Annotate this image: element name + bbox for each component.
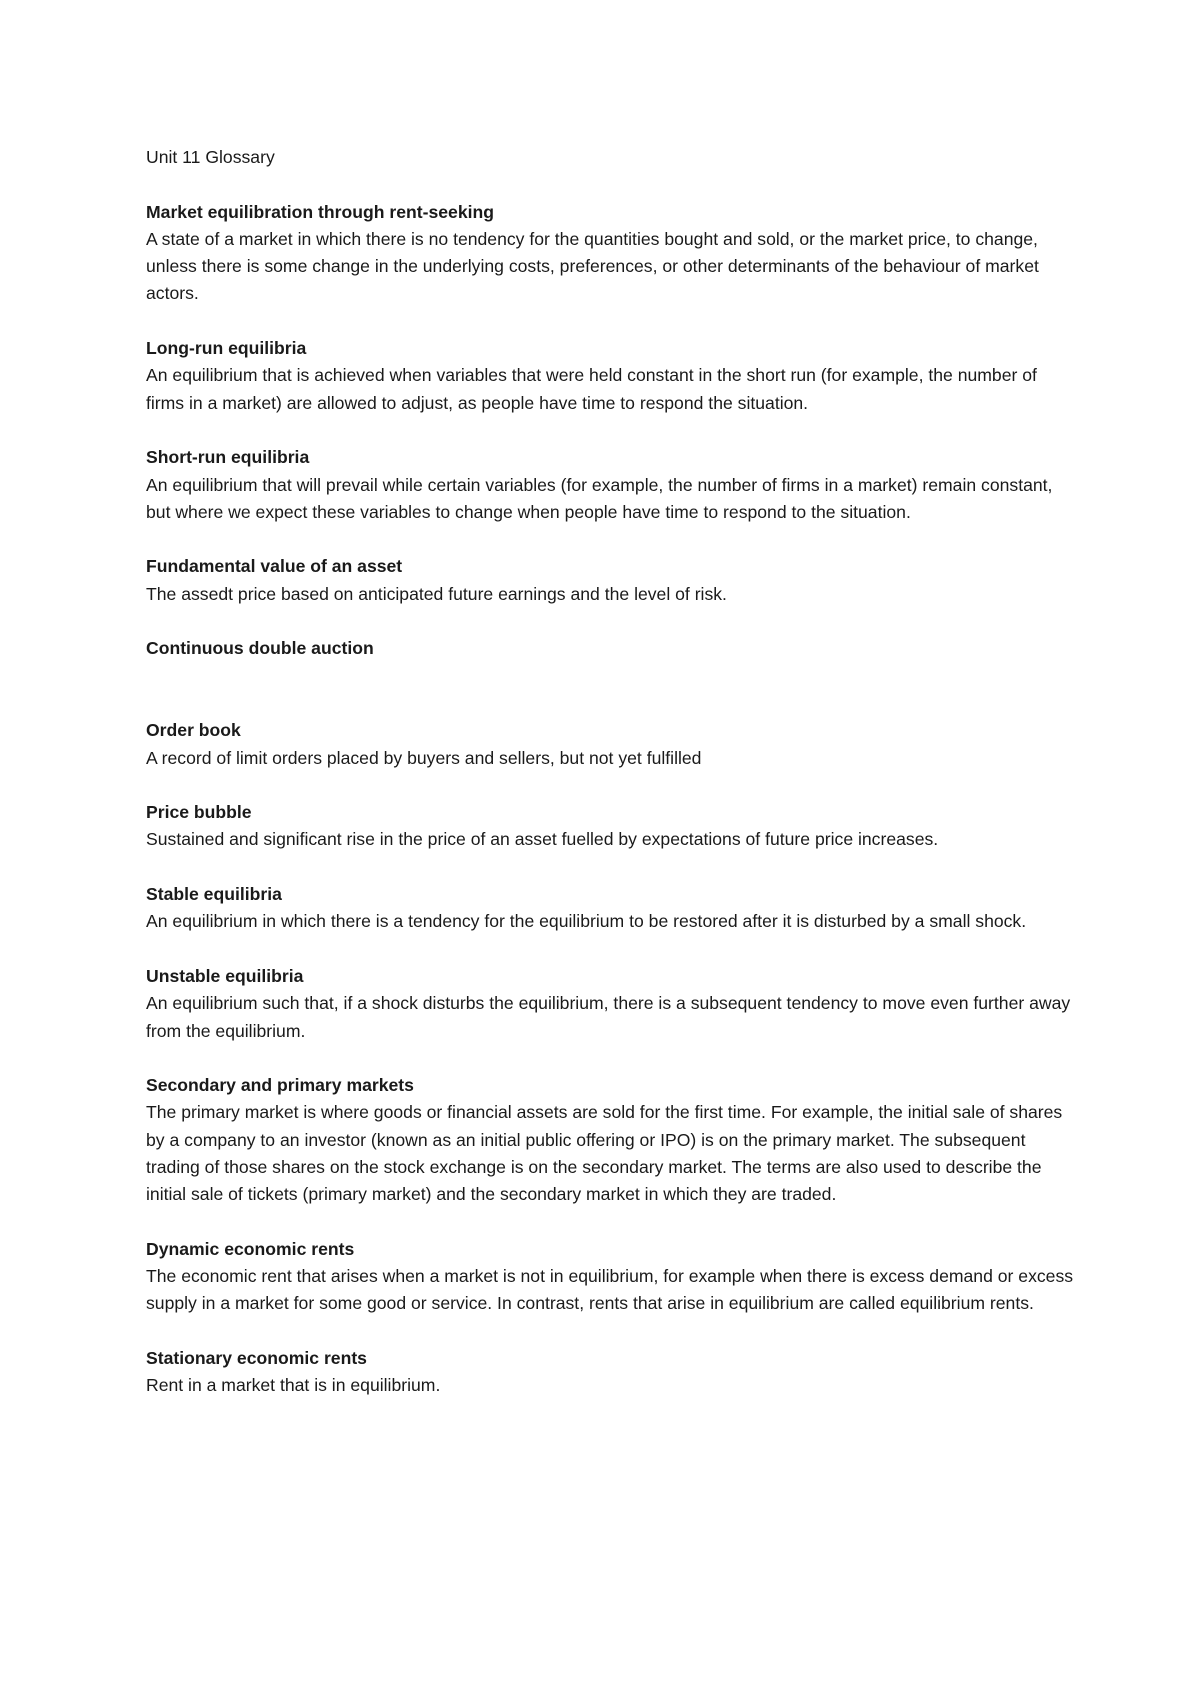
glossary-term: Secondary and primary markets	[146, 1075, 414, 1096]
glossary-term: Long-run equilibria	[146, 338, 307, 359]
glossary-definition: Rent in a market that is in equilibrium.	[146, 1375, 441, 1396]
glossary-term: Order book	[146, 720, 241, 741]
glossary-definition-empty	[146, 663, 1076, 690]
document-title: Unit 11 Glossary	[146, 147, 275, 167]
glossary-term: Continuous double auction	[146, 638, 374, 659]
glossary-entry	[146, 199, 1076, 308]
glossary-entry	[146, 963, 1076, 1045]
glossary-definition: A state of a market in which there is no tendency for the quantities bought and sold, or the market price, to change, unless there is some change in the underlying costs, preferences, or other determinants of the behaviour of market actors.	[146, 228, 1039, 304]
glossary-entry	[146, 881, 1076, 936]
glossary-definition: An equilibrium such that, if a shock disturbs the equilibrium, there is a subsequent tendency to move even further away from the equilibrium.	[146, 993, 1071, 1041]
glossary-definition: A record of limit orders placed by buyers and sellers, but not yet fulfilled	[146, 747, 702, 768]
glossary-entry	[146, 444, 1076, 526]
glossary-entry	[146, 1072, 1076, 1208]
glossary-definition: The economic rent that arises when a market is not in equilibrium, for example when there is excess demand or excess supply in a market for some good or service. In contrast, rents that arise in equilibrium are called equilibrium rents.	[146, 1266, 1074, 1314]
glossary-entry	[146, 1345, 1076, 1400]
glossary-term: Dynamic economic rents	[146, 1238, 355, 1259]
glossary-term: Market equilibration through rent-seeking	[146, 201, 495, 222]
glossary-term: Stable equilibria	[146, 884, 282, 905]
glossary-entry	[146, 717, 1076, 772]
glossary-definition: An equilibrium in which there is a tendency for the equilibrium to be restored after it is disturbed by a small shock.	[146, 911, 1027, 932]
glossary-term: Fundamental value of an asset	[146, 556, 403, 577]
glossary-entry	[146, 1236, 1076, 1318]
glossary-term: Stationary economic rents	[146, 1348, 367, 1369]
glossary-entry	[146, 553, 1076, 608]
glossary-term: Unstable equilibria	[146, 965, 304, 986]
glossary-definition: The assedt price based on anticipated future earnings and the level of risk.	[146, 583, 727, 604]
glossary-definition: Sustained and significant rise in the price of an asset fuelled by expectations of future price increases.	[146, 829, 939, 850]
glossary-entry	[146, 335, 1076, 417]
glossary-term: Short-run equilibria	[146, 447, 310, 468]
glossary-definition: An equilibrium that will prevail while certain variables (for example, the number of firms in a market) remain constant, but where we expect these variables to change when people have time to respond to the situation.	[146, 474, 1053, 522]
glossary-entry	[146, 799, 1076, 854]
glossary-definition: An equilibrium that is achieved when variables that were held constant in the short run (for example, the number of firms in a market) are allowed to adjust, as people have time to respond the situation.	[146, 365, 1037, 413]
glossary-definition: The primary market is where goods or financial assets are sold for the first time. For example, the initial sale of shares by a company to an investor (known as an initial public offering or IPO) is on the primary market. The subsequent trading of those shares on the stock exchange is on the secondary market. The terms are also used to describe the initial sale of tickets (primary market) and the secondary market in which they are traded.	[146, 1102, 1063, 1205]
glossary-content	[146, 144, 1076, 1427]
glossary-term: Price bubble	[146, 802, 252, 823]
glossary-entry	[146, 635, 1076, 690]
